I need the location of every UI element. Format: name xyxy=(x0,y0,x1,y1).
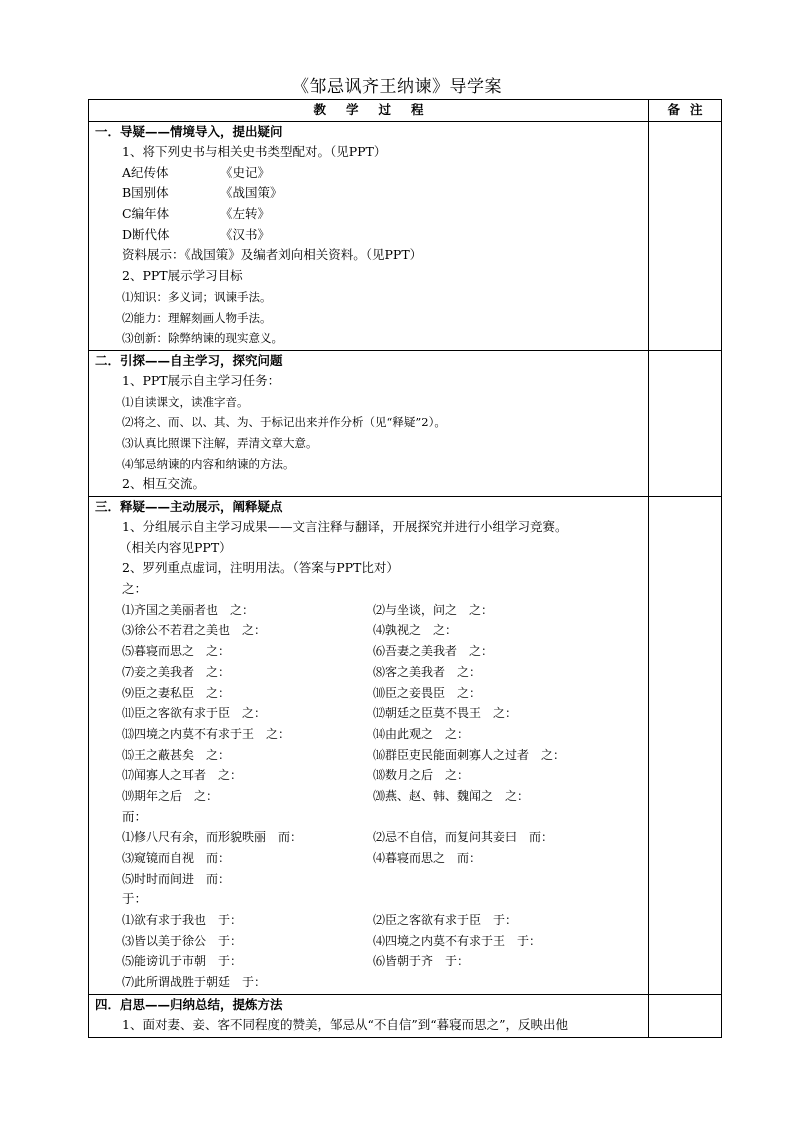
er-item-row xyxy=(89,848,648,869)
zhi-item: ⑴齐国之美丽者也 之： xyxy=(122,602,255,617)
section-row-2 xyxy=(89,350,722,496)
section-title: 二．引探——自主学习，探究问题 xyxy=(95,352,283,368)
text-line: 资料展示：《战国策》及编者刘向相关资料。（见PPT） xyxy=(122,247,423,263)
option-value: 《汉书》 xyxy=(220,226,271,242)
option-row xyxy=(89,204,648,225)
yu-item: ⑸能谤讥于市朝 于： xyxy=(122,954,243,969)
zhi-item: ⒇燕、赵、韩、魏闻之 之： xyxy=(373,788,530,803)
zhi-item-row xyxy=(89,641,648,662)
section-row-4 xyxy=(89,994,722,1037)
er-item: ⑸时时而间进 而： xyxy=(122,871,231,886)
yu-item: ⑶皆以美于徐公 于： xyxy=(122,933,243,948)
zhi-item: ⒁由此观之 之： xyxy=(373,726,470,741)
er-label: 而： xyxy=(122,808,148,824)
header-notes: 备注 xyxy=(649,100,722,122)
zhi-item: ⒂王之蔽甚矣 之： xyxy=(122,747,231,762)
text-line: ⑴自读课文，读准字音。 xyxy=(122,394,249,409)
zhi-item-row xyxy=(89,703,648,724)
zhi-item-row xyxy=(89,745,648,766)
yu-item: ⑹皆朝于齐 于： xyxy=(373,954,470,969)
text-line: 1、分组展示自主学习成果——文言注释与翻译，开展探究并进行小组学习竞赛。 xyxy=(122,519,568,534)
zhi-item: ⑵与坐谈，问之 之： xyxy=(373,602,494,617)
zhi-item: ⒄闻寡人之耳者 之： xyxy=(122,768,243,783)
table-header-row xyxy=(89,100,722,122)
yu-item: ⑺此所谓战胜于朝廷 于： xyxy=(122,975,267,990)
text-line: ⑶创新：除弊纳谏的现实意义。 xyxy=(122,331,283,346)
text-line: ⑵能力：理解刻画人物手法。 xyxy=(122,310,272,325)
text-line: 1、PPT展示自主学习任务： xyxy=(122,372,281,388)
zhi-item: ⑿朝廷之臣莫不畏王 之： xyxy=(373,706,518,721)
zhi-item: ⑼臣之妻私臣 之： xyxy=(122,685,231,700)
option-key: A纪传体 xyxy=(122,164,169,180)
lesson-plan-table xyxy=(88,99,722,1038)
notes-cell xyxy=(649,994,722,1037)
header-teaching-process: 教学过程 xyxy=(89,100,649,122)
zhi-item-row xyxy=(89,662,648,683)
yu-item-row xyxy=(89,951,648,972)
text-line: 2、罗列重点虚词，注明用法。（答案与PPT比对） xyxy=(122,560,399,576)
text-line: ⑵将之、而、以、其、为、于标记出来并作分析（见“释疑”2）。 xyxy=(122,415,446,430)
option-key: D断代体 xyxy=(122,226,170,242)
section-title: 三．释疑——主动展示，阐释疑点 xyxy=(95,499,283,514)
yu-item: ⑴欲有求于我也 于： xyxy=(122,913,243,928)
zhi-item: ⑽臣之妾畏臣 之： xyxy=(373,685,482,700)
zhi-item: ⑺妾之美我者 之： xyxy=(122,664,231,679)
yu-label: 于： xyxy=(122,891,148,907)
option-key: C编年体 xyxy=(122,206,170,222)
zhi-item: ⒀四境之内莫不有求于王 之： xyxy=(122,726,291,741)
section-row-1 xyxy=(89,122,722,351)
option-value: 《史记》 xyxy=(220,164,271,180)
zhi-item-row xyxy=(89,724,648,745)
section-2 xyxy=(89,350,649,496)
section-title: 四．启思——归纳总结，提炼方法 xyxy=(95,996,283,1012)
zhi-item: ⑹吾妻之美我者 之： xyxy=(373,644,494,659)
er-item: ⑴修八尺有余，而形貌昳丽 而： xyxy=(122,830,303,845)
zhi-item-row xyxy=(89,765,648,786)
option-key: B国别体 xyxy=(122,185,169,201)
text-line: 之： xyxy=(122,581,148,597)
text-line: 1、将下列史书与相关史书类型配对。（见PPT） xyxy=(122,144,387,159)
er-item: ⑷暮寝而思之 而： xyxy=(373,851,482,865)
notes-cell xyxy=(649,122,722,351)
er-item: ⑶窥镜而自视 而： xyxy=(122,851,231,865)
option-row xyxy=(89,225,648,246)
section-1 xyxy=(89,122,649,351)
section-row-3 xyxy=(89,497,722,995)
er-item-row xyxy=(89,827,648,848)
zhi-item: ⑸暮寝而思之 之： xyxy=(122,644,231,659)
option-value: 《左转》 xyxy=(220,206,271,222)
notes-cell xyxy=(649,497,722,995)
er-item xyxy=(373,869,648,890)
er-item-row xyxy=(89,869,648,890)
yu-item-row xyxy=(89,931,648,952)
text-line: 2、PPT展示学习目标 xyxy=(122,268,243,284)
yu-item xyxy=(373,972,648,993)
zhi-item: ⑻客之美我者 之： xyxy=(373,664,482,679)
yu-item: ⑵臣之客欲有求于臣 于： xyxy=(373,913,518,928)
zhi-item: ⒆期年之后 之： xyxy=(122,788,219,803)
option-row xyxy=(89,163,648,184)
page-title: 《邹忌讽齐王纳谏》导学案 xyxy=(292,77,502,97)
yu-item: ⑷四境之内莫不有求于王 于： xyxy=(373,933,542,948)
section-4 xyxy=(89,994,649,1037)
zhi-item: ⑷孰视之 之： xyxy=(373,623,458,638)
text-line: 2、相互交流。 xyxy=(122,476,205,492)
yu-item-row xyxy=(89,910,648,931)
zhi-item: ⒅数月之后 之： xyxy=(373,768,470,783)
notes-cell xyxy=(649,350,722,496)
zhi-item-row xyxy=(89,620,648,641)
section-3 xyxy=(89,497,649,995)
section-title: 一．导疑——情境导入，提出疑问 xyxy=(95,124,283,139)
text-line: ⑷邹忌纳谏的内容和纳谏的方法。 xyxy=(122,456,295,471)
option-row xyxy=(89,183,648,204)
option-value: 《战国策》 xyxy=(220,185,283,201)
zhi-item: ⒃群臣吏民能面刺寡人之过者 之： xyxy=(373,747,566,762)
zhi-item-row xyxy=(89,786,648,807)
text-line: （相关内容见PPT） xyxy=(119,539,232,555)
text-line: 1、面对妻、妾、客不同程度的赞美，邹忌从“不自信”到“暮寝而思之”，反映出他 xyxy=(122,1016,569,1032)
zhi-item-row xyxy=(89,683,648,704)
zhi-item: ⑶徐公不若君之美也 之： xyxy=(122,623,267,638)
text-line: ⑶认真比照课下注解，弄清文章大意。 xyxy=(122,435,318,450)
er-item: ⑵忌不自信，而复问其妾曰 而： xyxy=(373,830,554,845)
text-line: ⑴知识：多义词；讽谏手法。 xyxy=(122,289,272,304)
zhi-item: ⑾臣之客欲有求于臣 之： xyxy=(122,706,267,721)
zhi-item-row xyxy=(89,600,648,621)
yu-item-row xyxy=(89,972,648,993)
